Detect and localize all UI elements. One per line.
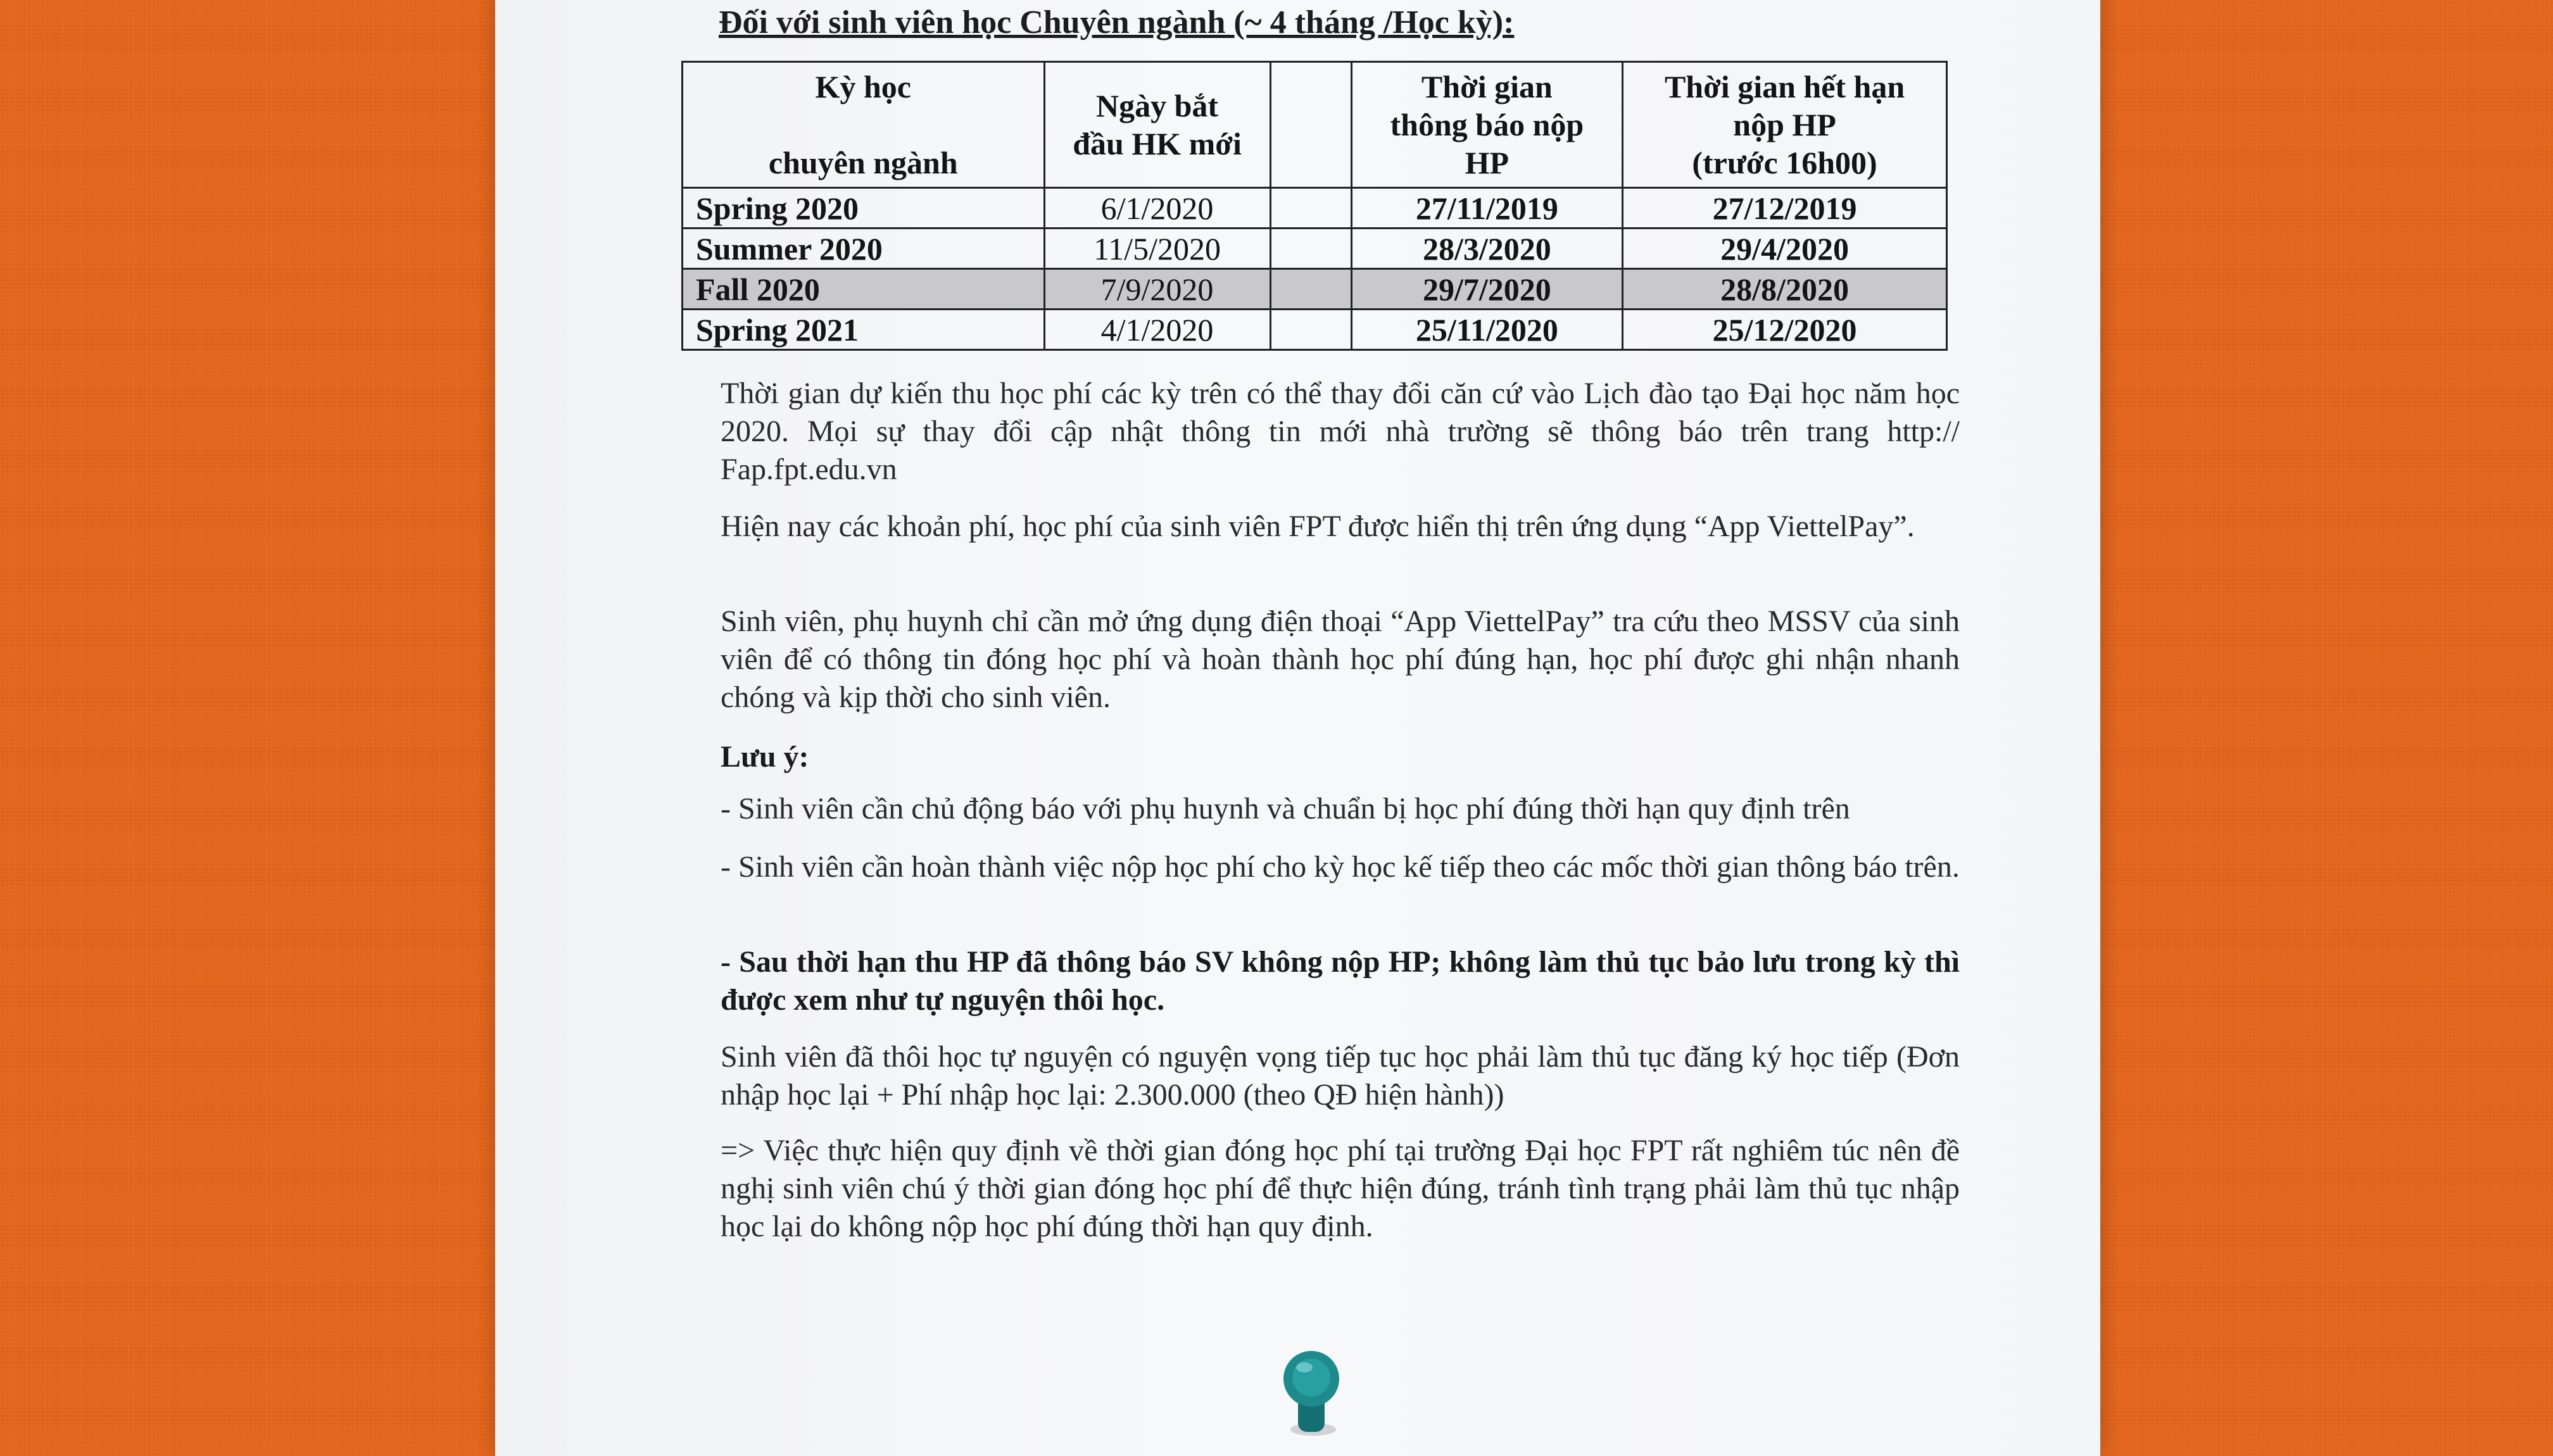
cell-start-date: 7/9/2020 [1044, 269, 1270, 310]
cell-term: Spring 2021 [683, 310, 1045, 350]
cell-blank [1270, 310, 1351, 350]
note-label: Lưu ý: [721, 740, 809, 774]
cell-deadline-date: 27/12/2019 [1623, 188, 1947, 229]
cell-start-date: 4/1/2020 [1044, 310, 1270, 350]
note-item-1: - Sinh viên cần chủ động báo với phụ huynh và chuẩn bị học phí đúng thời hạn quy định trên [721, 792, 1850, 825]
table-header-row [683, 62, 1947, 188]
note-item-3: - Sau thời hạn thu HP đã thông báo SV không nộp HP; không làm thủ tục bảo lưu trong kỳ thì được xem như tự nguyện thôi học. [721, 945, 1960, 1017]
header-blank [1270, 62, 1351, 188]
paragraph-viettelpay-display: Hiện nay các khoản phí, học phí của sinh viên FPT được hiển thị trên ứng dụng “App ViettelPay”. [721, 510, 1915, 543]
cell-start-date: 6/1/2020 [1044, 188, 1270, 229]
header-term: Kỳ học chuyên ngành [683, 62, 1045, 188]
header-notice-time: Thời gian thông báo nộp HP [1351, 62, 1622, 188]
table-row [683, 310, 1947, 350]
table-row [683, 229, 1947, 269]
cell-notice-date: 28/3/2020 [1351, 229, 1622, 269]
cell-notice-date: 29/7/2020 [1351, 269, 1622, 310]
cell-term: Summer 2020 [683, 229, 1045, 269]
table-row [683, 188, 1947, 229]
push-pin-icon [1276, 1348, 1346, 1437]
document-heading: Đối với sinh viên học Chuyên ngành (~ 4 tháng /Học kỳ): [719, 4, 1515, 41]
cell-blank [1270, 229, 1351, 269]
paragraph-viettelpay-lookup: Sinh viên, phụ huynh chỉ cần mở ứng dụng điện thoại “App ViettelPay” tra cứu theo MSSV của sinh viên để có thông tin đóng học phí và hoàn thành học phí đúng hạn, học phí được ghi nhận nhanh chóng và kịp thời cho sinh viên. [721, 605, 1960, 714]
paragraph-conclusion: => Việc thực hiện quy định về thời gian đóng học phí tại trường Đại học FPT rất nghiêm túc nên đề nghị sinh viên chú ý thời gian đóng học phí để thực hiện đúng, tránh tình trạng phải làm thủ tục nhập học lại do không nộp học phí đúng thời hạn quy định. [721, 1134, 1960, 1243]
cell-blank [1270, 188, 1351, 229]
cell-deadline-date: 29/4/2020 [1623, 229, 1947, 269]
cell-deadline-date: 28/8/2020 [1623, 269, 1947, 310]
cell-blank [1270, 269, 1351, 310]
fee-schedule-table [681, 61, 1948, 351]
header-start-date: Ngày bắt đầu HK mới [1044, 62, 1270, 188]
cell-start-date: 11/5/2020 [1044, 229, 1270, 269]
cell-notice-date: 25/11/2020 [1351, 310, 1622, 350]
note-item-2: - Sinh viên cần hoàn thành việc nộp học phí cho kỳ học kế tiếp theo các mốc thời gian thông báo trên. [721, 850, 1960, 884]
paragraph-schedule-change: Thời gian dự kiến thu học phí các kỳ trên có thể thay đổi căn cứ vào Lịch đào tạo Đại học năm học 2020. Mọi sự thay đổi cập nhật thông tin mới nhà trường sẽ thông báo trên trang http:// Fap.fpt.edu.vn [721, 377, 1960, 486]
cell-term: Fall 2020 [683, 269, 1045, 310]
cell-notice-date: 27/11/2019 [1351, 188, 1622, 229]
cell-deadline-date: 25/12/2020 [1623, 310, 1947, 350]
cell-term: Spring 2020 [683, 188, 1045, 229]
paragraph-readmission: Sinh viên đã thôi học tự nguyện có nguyện vọng tiếp tục học phải làm thủ tục đăng ký học tiếp (Đơn nhập học lại + Phí nhập học lại: 2.300.000 (theo QĐ hiện hành)) [721, 1040, 1960, 1112]
header-deadline: Thời gian hết hạn nộp HP (trước 16h00) [1623, 62, 1947, 188]
table-row-highlighted [683, 269, 1947, 310]
